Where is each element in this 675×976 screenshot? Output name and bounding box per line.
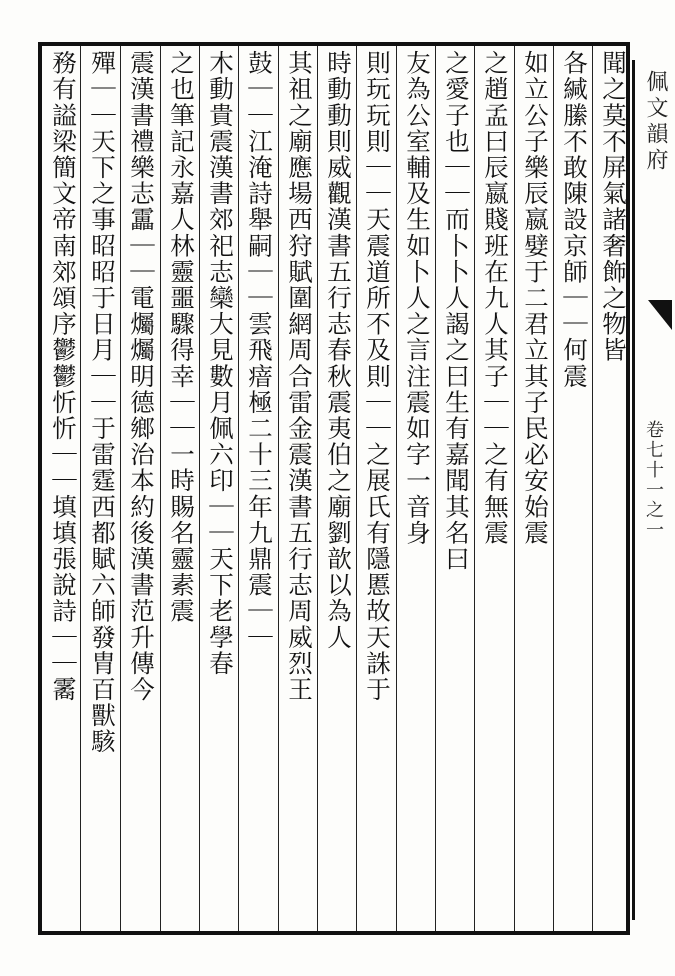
- text-column-14: 殫｜｜天下之事昭昭于日月｜｜于雷霆西都賦六師發胄百獸駭: [88, 50, 117, 755]
- column-rule: [160, 46, 161, 931]
- text-column-10: 鼓｜｜江淹詩舉嗣｜｜雲飛瘖極二十三年九鼎震｜｜: [245, 50, 274, 651]
- text-column-4: 之趙孟曰辰嬴賤班在九人其子｜｜之有無震: [481, 50, 510, 546]
- text-column-5: 之愛子也｜｜而卜卜人謁之曰生有嘉聞其名曰: [442, 50, 471, 572]
- text-column-13: 震漢書禮樂志靁｜｜電爥爥明德鄉治本約後漢書范升傳今: [127, 50, 156, 703]
- text-column-9: 其祖之廟應場西狩賦圍網周合雷金震漢書五行志周威烈王: [285, 50, 314, 703]
- text-column-15: 務有謚梁簡文帝南郊頌序鬱鬱忻忻｜｜填填張說詩｜｜霱: [49, 50, 78, 703]
- text-column-2: 各緘縢不敢陳設京師｜｜何震: [560, 50, 589, 390]
- text-column-7: 則玩玩則｜｜天震道所不及則｜｜之展氏有隱慝故天誅于: [363, 50, 392, 703]
- text-column-12: 之也筆記永嘉人林靈噩驟得幸｜｜一時賜名靈素震: [167, 50, 196, 625]
- text-column-3: 如立公子樂辰嬴嬖于二君立其子民必安始震: [521, 50, 550, 546]
- text-column-11: 木動貴震漢書郊祀志欒大見數月佩六印｜｜天下老學春: [206, 50, 235, 677]
- column-rule: [514, 46, 515, 931]
- margin-juan-label: 卷七十一之一: [643, 420, 664, 540]
- text-column-1: 聞之莫不屏氣諸奢飾之物皆: [599, 50, 628, 364]
- column-rule: [278, 46, 279, 931]
- text-column-6: 友為公室輔及生如卜人之言注震如字一音身: [403, 50, 432, 546]
- text-column-8: 時動動則威觀漢書五行志春秋震夷伯之廟劉歆以為人: [324, 50, 353, 651]
- margin-title: 佩文韻府: [643, 70, 668, 174]
- column-rule: [396, 46, 397, 931]
